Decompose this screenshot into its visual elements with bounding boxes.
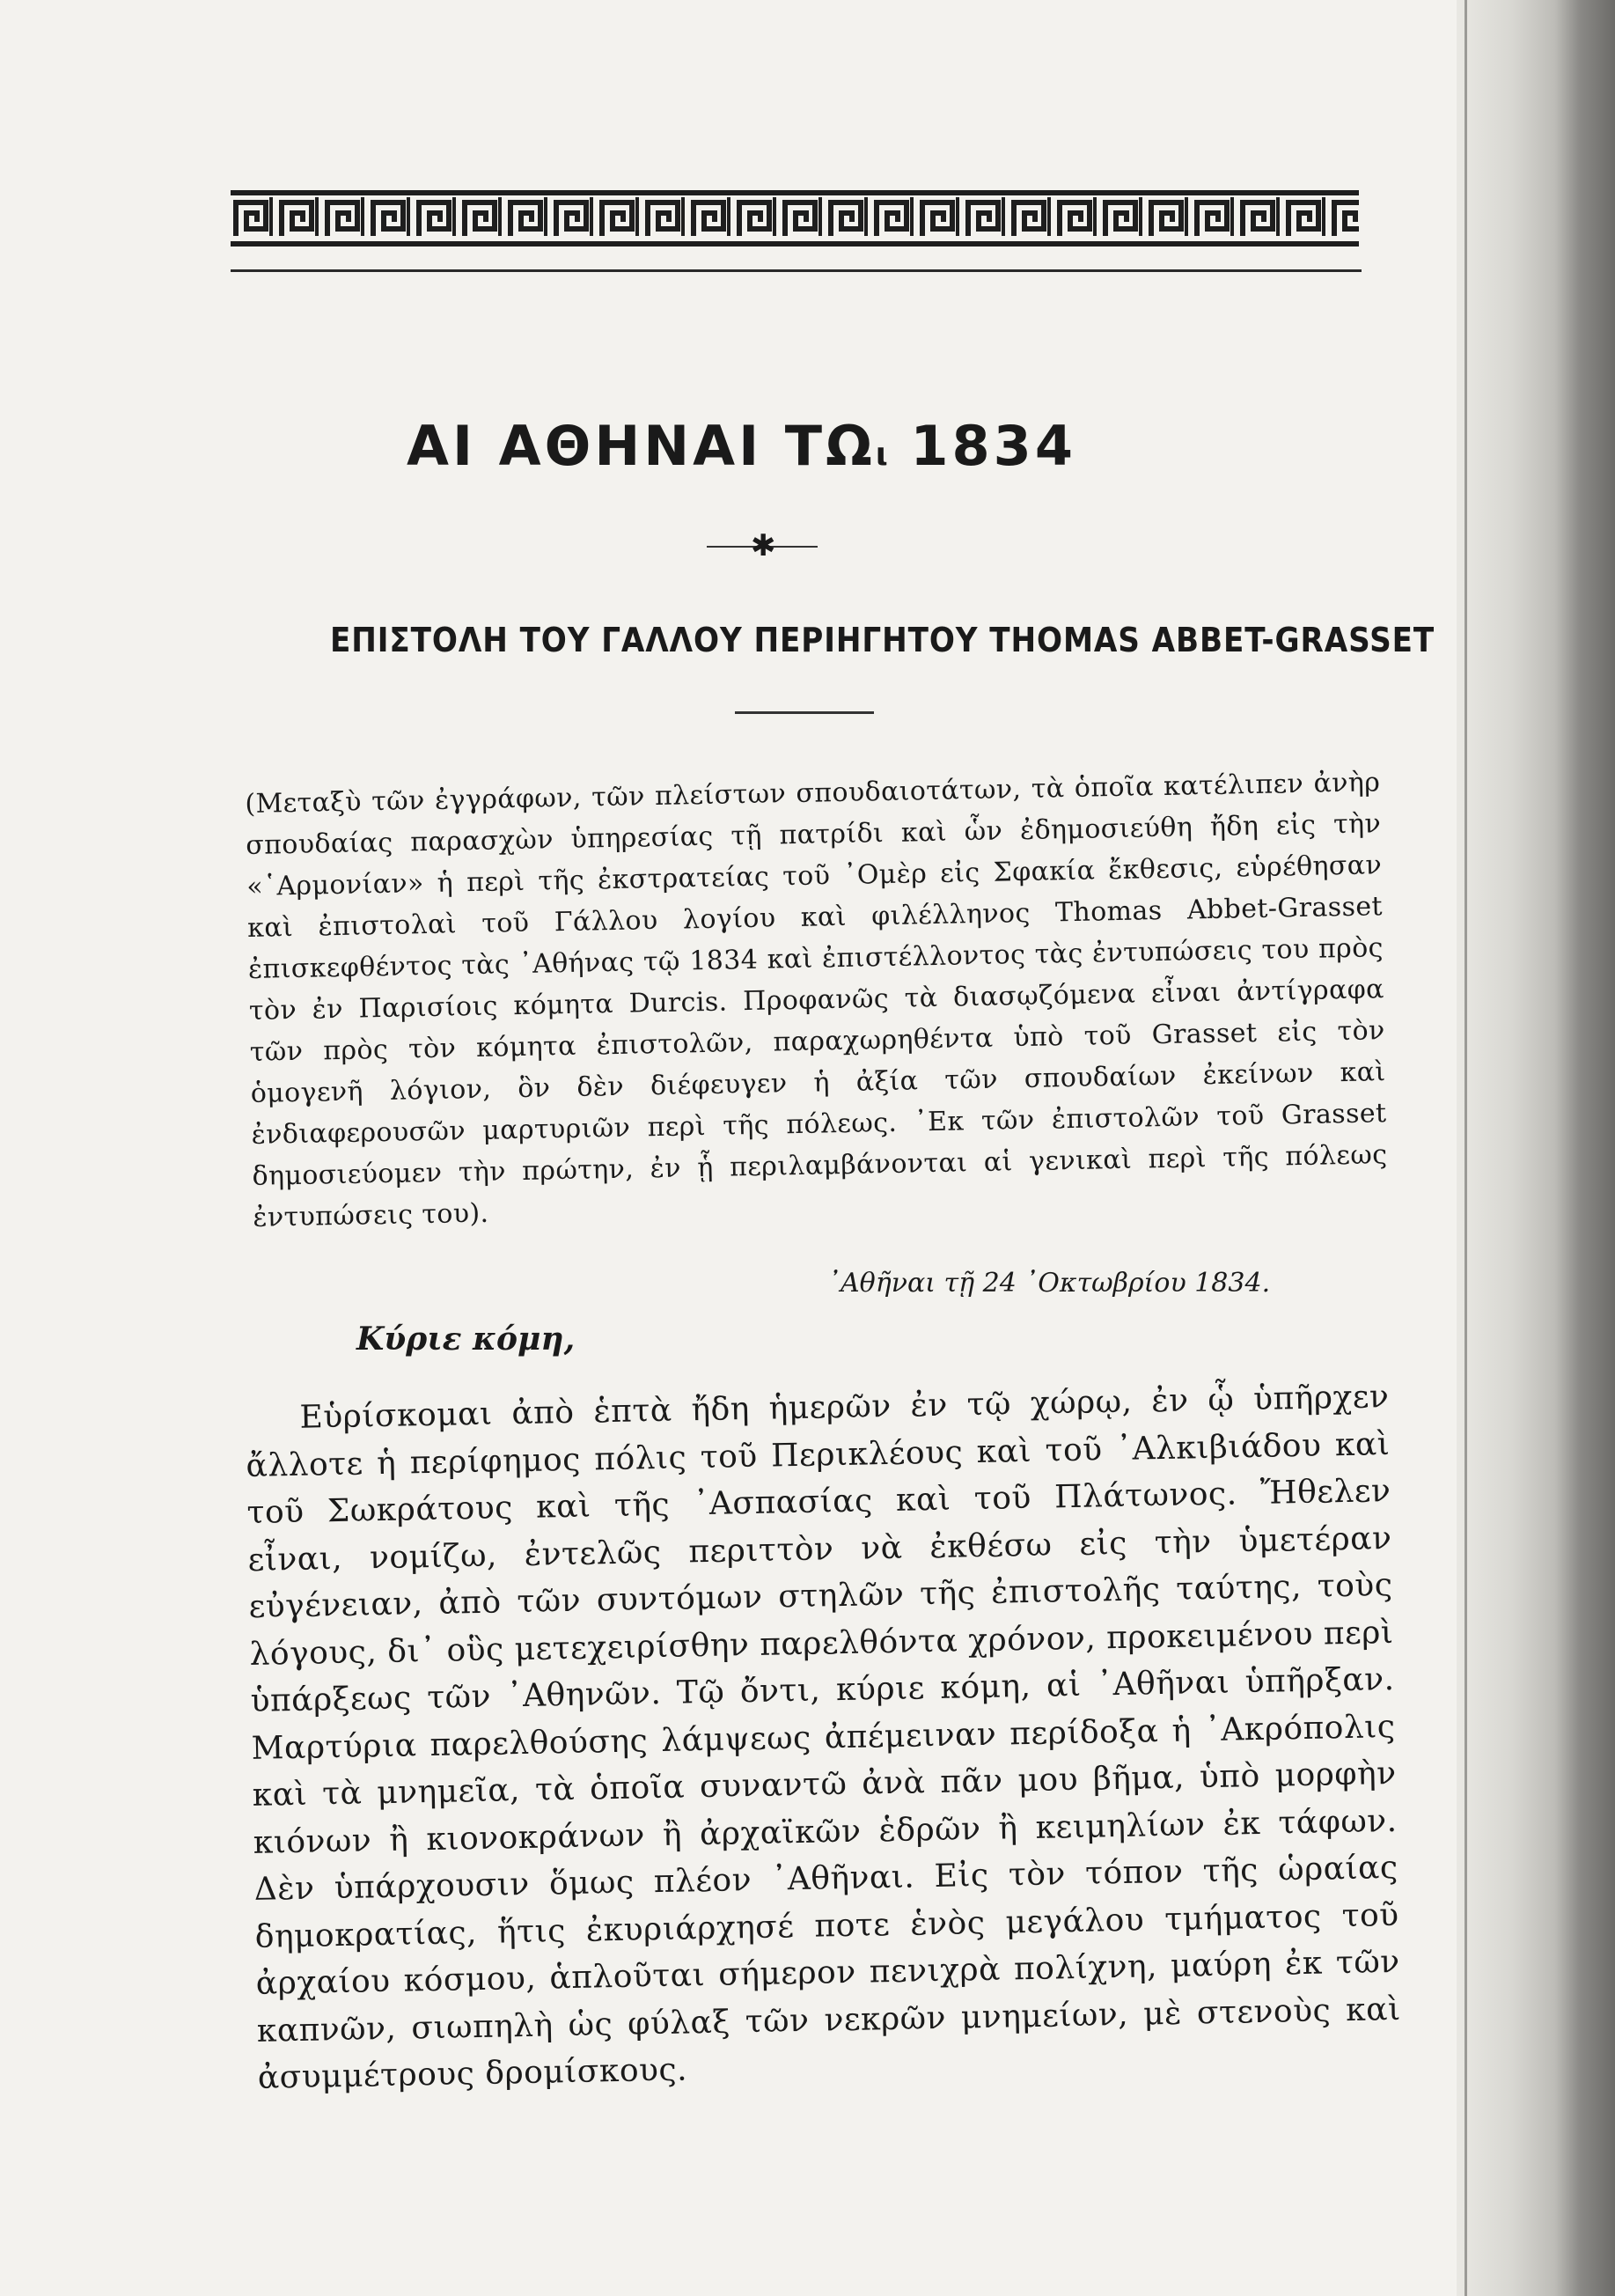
page-title [0, 414, 1615, 478]
subtitle: ΕΠΙΣΤΟΛΗ ΤΟΥ ΓΑΛΛΟΥ ΠΕΡΙΗΓΗΤΟΥ THOMAS ABBET-GRASSET [330, 621, 1435, 659]
title-year: 1834 [910, 414, 1076, 478]
page-edge [1465, 0, 1467, 2296]
greek-key-ornament-band [231, 187, 1359, 250]
letter-body: Εὑρίσκομαι ἀπὸ ἑπτὰ ἤδη ἡμερῶν ἐν τῷ χώρῳ, ἐν ᾧ ὑπῆρχεν ἄλλοτε ἡ περίφημος πόλις τοῦ Περικλέους καὶ τοῦ ᾿Αλκιβιάδου καὶ τοῦ Σωκράτους καὶ τῆς ᾿Ασπασίας καὶ τοῦ Πλάτωνος. Ἤθελεν εἶναι, νομίζω, ἐντελῶς περιττὸν νὰ ἐκθέσω εἰς τὴν ὑμετέραν εὐγένειαν, ἀπὸ τῶν συντόμων στηλῶν τῆς ἐπιστολῆς ταύτης, τοὺς λόγους, δι᾿ οὓς μετεχειρίσθην παρελθόντα χρόνον, προκειμένου περὶ ὑπάρξεως τῶν ᾿Αθηνῶν. Τῷ ὄντι, κύριε κόμη, αἱ ᾿Αθῆναι ὑπῆρξαν. Μαρτύρια παρελθούσης λάμψεως ἀπέμειναν περίδοξα ἡ ᾿Ακρόπολις καὶ τὰ μνημεῖα, τὰ ὁποῖα συναντῶ ἀνὰ πᾶν μου βῆμα, ὑπὸ μορφὴν κιόνων ἢ κιονοκράνων ἢ ἀρχαϊκῶν ἑδρῶν ἢ κειμηλίων ἐκ τάφων. Δὲν ὑπάρχουσιν ὅμως πλέον ᾿Αθῆναι. Εἰς τὸν τόπον τῆς ὡραίας δημοκρατίας, ἥτις ἐκυριάρχησέ ποτε ἑνὸς μεγάλου τμήματος τοῦ ἀρχαίου κόσμου, ἁπλοῦται σήμερον πενιχρὰ πολίχνη, μαύρη ἐκ τῶν καπνῶν, σιωπηλὴ ὡς φύλαξ τῶν νεκρῶν μνημείων, μὲ στενοὺς καὶ ἀσυμμέτρους δρομίσκους. [246, 1379, 1402, 2096]
letter-date: ᾿Αθῆναι τῇ 24 ᾿Οκτωβρίου 1834. [827, 1268, 1271, 1299]
title-iota: ι [875, 437, 888, 473]
subtitle-rule [735, 711, 874, 714]
title-main: ΑΙ ΑΘΗΝΑΙ ΤΩ [407, 414, 876, 478]
preface-paragraph: (Μεταξὺ τῶν ἐγγράφων, τῶν πλείστων σπουδαιοτάτων, τὰ ὁποῖα κατέλιπεν ἀνὴρ σπουδαίας παρασχὼν ὑπηρεσίας τῇ πατρίδι καὶ ὧν ἐδημοσιεύθη ἤδη εἰς τὴν «῾Αρμονίαν» ἡ περὶ τῆς ἐκστρατείας τοῦ ᾿Ομὲρ εἰς Σφακία ἔκθεσις, εὑρέθησαν καὶ ἐπιστολαὶ τοῦ Γάλλου λογίου καὶ φιλέλληνος Thomas Abbet-Grasset ἐπισκεφθέντος τὰς ᾿Αθήνας τῷ 1834 καὶ ἐπιστέλλοντος τὰς ἐντυπώσεις του πρὸς τὸν ἐν Παρισίοις κόμητα Durcis. Προφανῶς τὰ διασῳζόμενα εἶναι ἀντίγραφα τῶν πρὸς τὸν κόμητα ἐπιστολῶν, παραχωρηθέντα ὑπὸ τοῦ Grasset εἰς τὸν ὁμογενῆ λόγιον, ὃν δὲν διέφευγεν ἡ ἀξία τῶν σπουδαίων ἐκείνων καὶ ἐνδιαφερουσῶν μαρτυριῶν περὶ τῆς πόλεως. ᾿Εκ τῶν ἐπιστολῶν τοῦ Grasset δημοσιεύομεν τὴν πρώτην, ἐν ᾗ περιλαμβάνονται αἱ γενικαὶ περὶ τῆς πόλεως ἐντυπώσεις του). [245, 767, 1388, 1233]
asterisk-ornament-icon: ✱ [751, 528, 776, 563]
page-binding-shadow [1457, 0, 1615, 2296]
letter-salutation: Κύριε κόμη, [356, 1321, 576, 1358]
header-rule [231, 269, 1362, 272]
